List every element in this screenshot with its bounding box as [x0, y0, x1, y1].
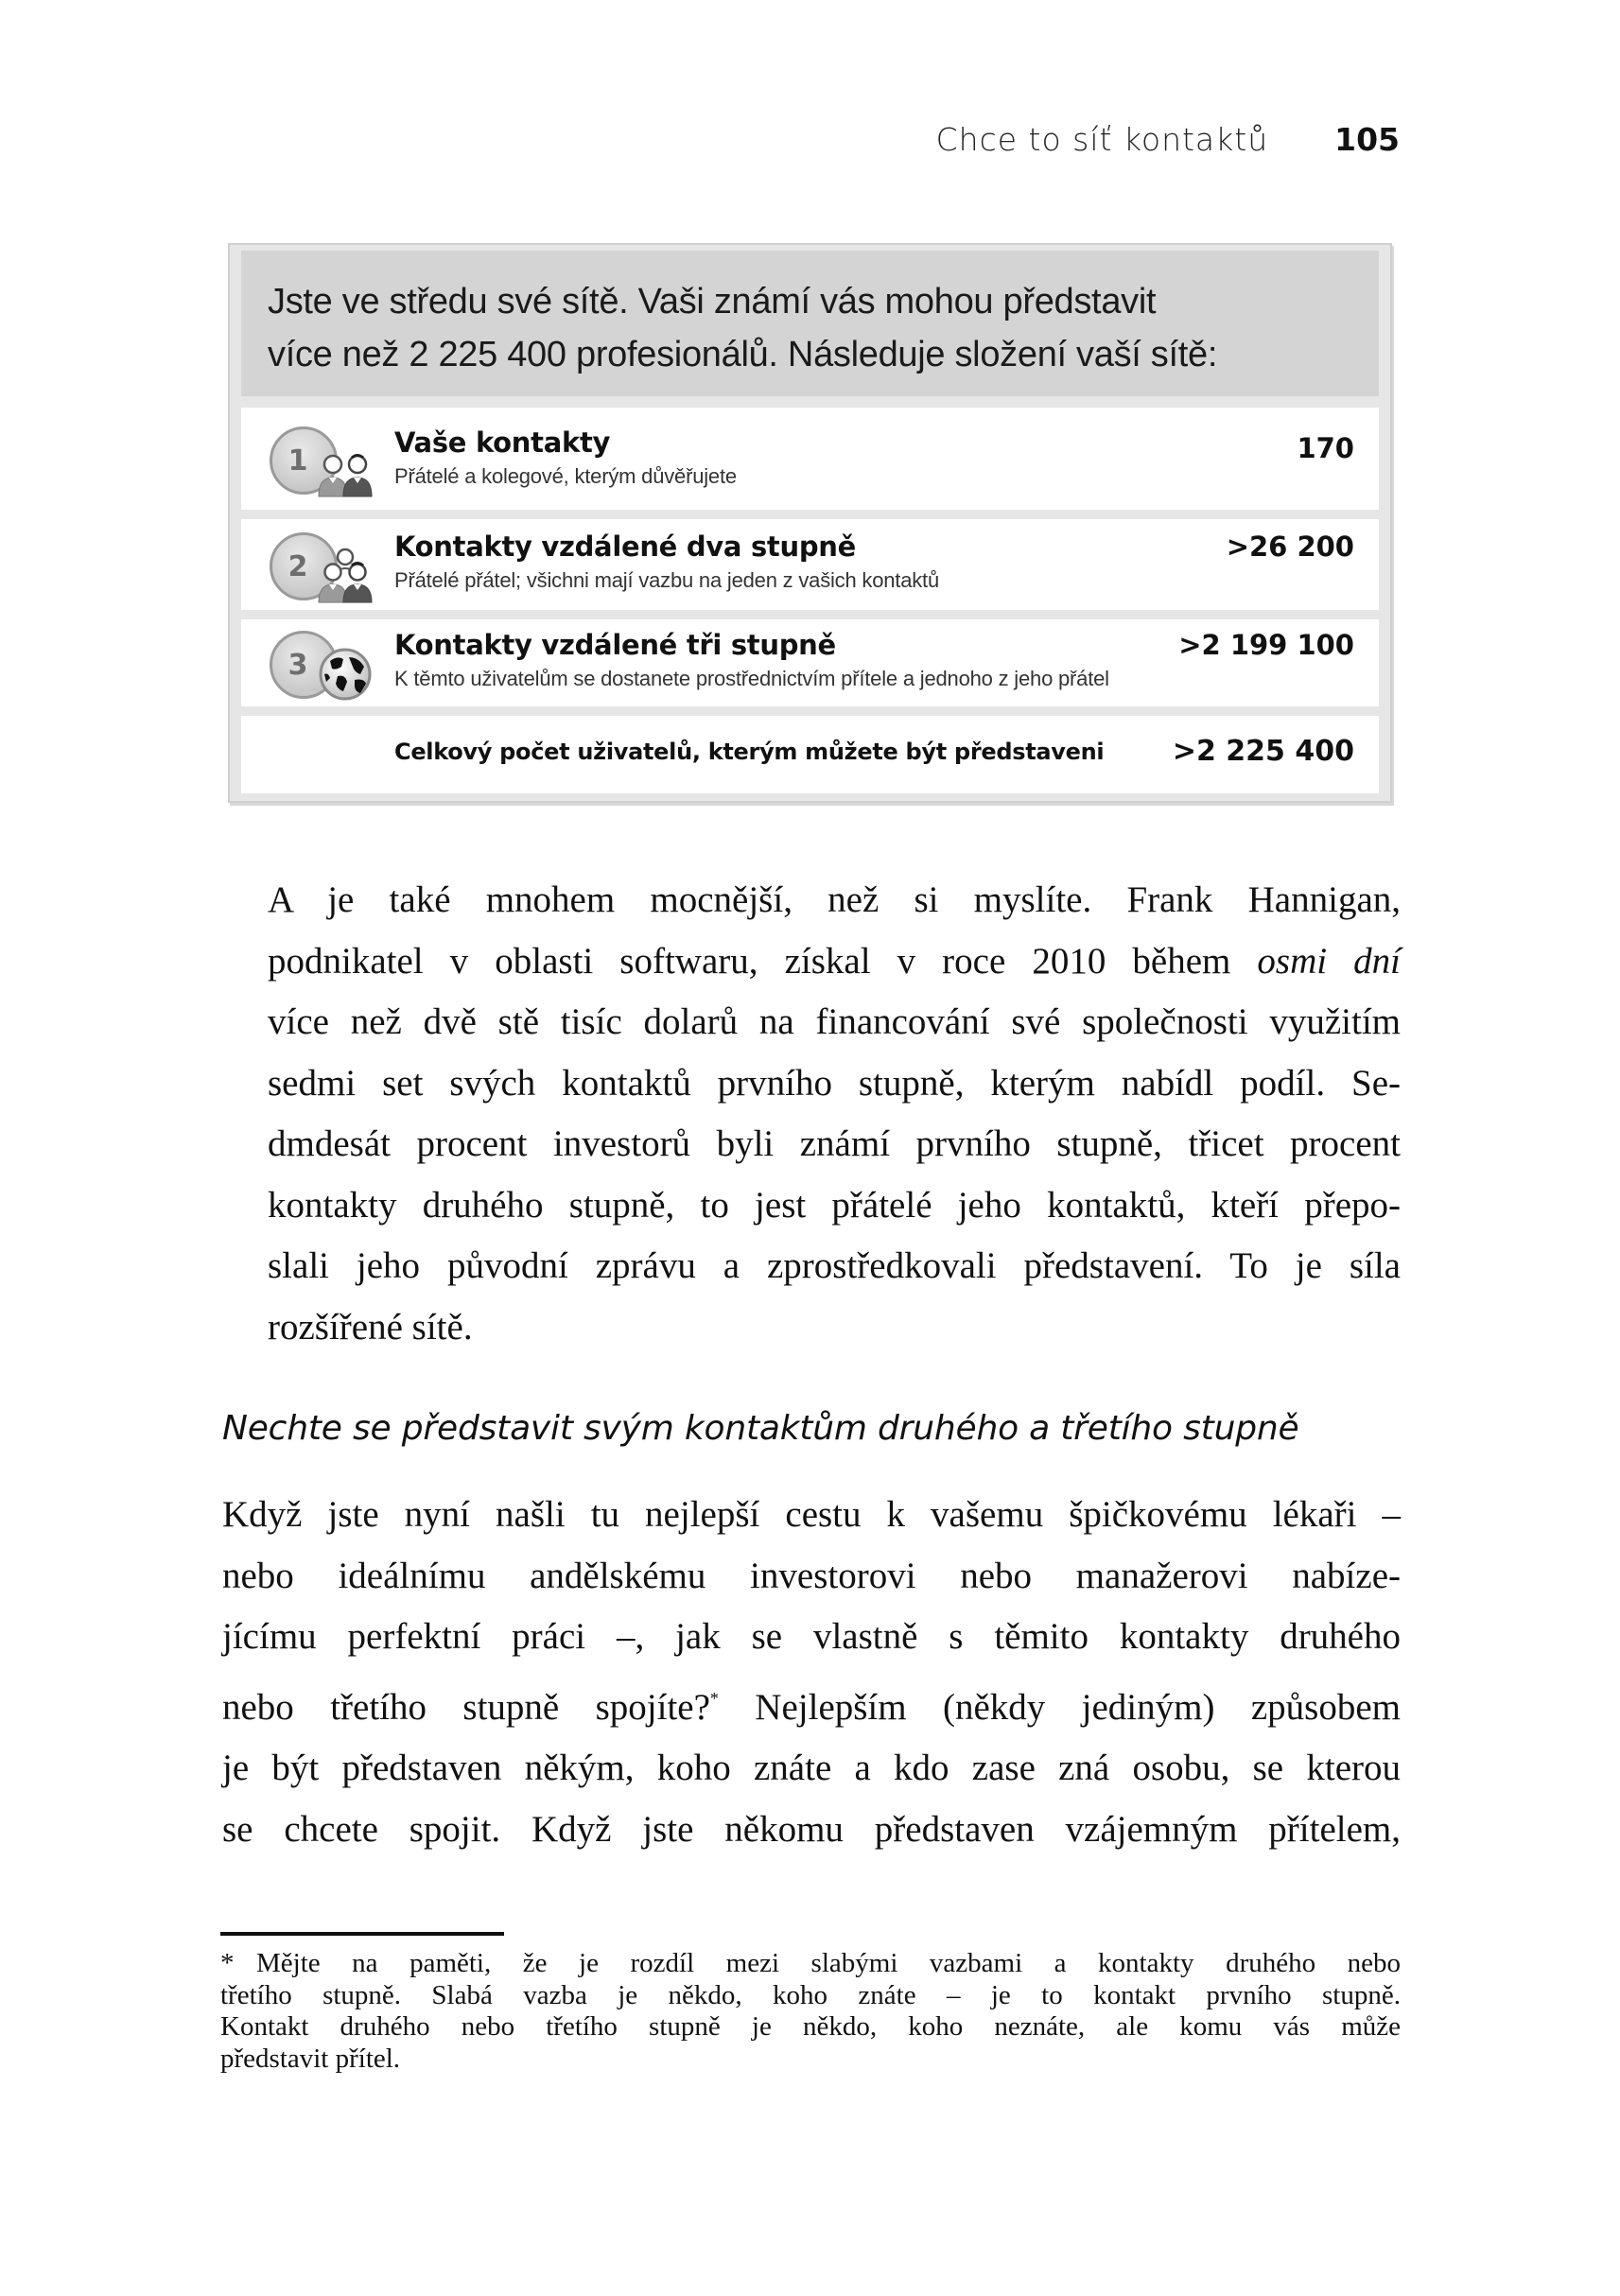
globe-icon — [317, 646, 374, 703]
total-label: Celkový počet uživatelů, kterým můžete být představeni — [394, 739, 1105, 765]
text-line — [222, 931, 1401, 993]
text-line: kontakty druhého stupně, to jest přátelé jeho kontaktů, kteří přepo- — [268, 1184, 1401, 1226]
text-line: se chcete spojit. Když jste někomu představen vzájemným přítelem, — [222, 1808, 1401, 1850]
total-value: >2 225 400 — [1172, 735, 1354, 768]
intro-line: Jste ve středu své sítě. Vaši známí vás mohou představit — [268, 282, 1157, 322]
text-line: je být představen někým, koho znáte a kdo zase zná osobu, se kterou — [222, 1748, 1401, 1788]
three-people-icon — [317, 548, 374, 604]
text-line — [222, 1668, 1401, 1739]
network-row-second-degree — [241, 519, 1379, 610]
text-line: slali jeho původní zprávu a zprostředkovali představení. To je síla — [268, 1245, 1401, 1286]
row-title: Kontakty vzdálené tři stupně — [394, 629, 836, 661]
footnote-line — [220, 1948, 1401, 1980]
text-line: více než dvě stě tisíc dolarů na financování své společnosti využitím — [268, 1001, 1401, 1042]
section-heading: Nechte se představit svým kontaktům druhého a třetího stupně — [222, 1409, 1299, 1448]
footnote-reference[interactable]: * — [709, 1688, 719, 1708]
network-row-first-degree — [241, 408, 1379, 510]
network-row-total — [241, 716, 1379, 793]
emphasis-text: osmi dní — [1257, 940, 1401, 982]
intro-line: více než 2 225 400 profesionálů. Následuje složení vaší sítě: — [268, 335, 1218, 374]
network-box-intro — [268, 275, 1217, 381]
row-subtitle: K těmto uživatelům se dostanete prostřednictvím přítele a jednoho z jeho přátel — [394, 667, 1109, 690]
degree-number: 3 — [287, 648, 308, 682]
body-paragraph — [222, 1485, 1401, 1860]
text-line: rozšířené sítě. — [268, 1306, 473, 1348]
row-subtitle: Přátelé a kolegové, kterým důvěřujete — [394, 464, 737, 488]
text-line: nebo ideálnímu andělskému investorovi nebo manažerovi nabíze- — [222, 1555, 1401, 1596]
row-value: >2 199 100 — [1178, 629, 1354, 661]
text-line: dmdesát procent investorů byli známí prvního stupně, třicet procent — [268, 1123, 1401, 1164]
text-line: A je také mnohem mocnější, než si myslíte. Frank Hannigan, — [268, 879, 1401, 920]
running-header — [936, 121, 1400, 158]
running-header-title: Chce to síť kontaktů — [935, 121, 1269, 158]
page-number: 105 — [1334, 121, 1400, 158]
row-value: 170 — [1297, 432, 1354, 464]
network-row-third-degree — [241, 619, 1379, 706]
footnote-line: představit přítel. — [220, 2043, 401, 2074]
text-line: Když jste nyní našli tu nejlepší cestu k vašemu špičkovému lékaři – — [222, 1494, 1401, 1535]
network-box-header — [241, 251, 1379, 396]
row-title: Kontakty vzdálené dva stupně — [394, 531, 857, 563]
footnote-line: Kontakt druhého nebo třetího stupně je někdo, koho neznáte, ale komu vás může — [220, 2011, 1401, 2042]
row-value: >26 200 — [1226, 531, 1354, 563]
footnote-line: třetího stupně. Slabá vazba je někdo, koho znáte – je to kontakt prvního stupně. — [220, 1979, 1401, 2010]
body-paragraph — [222, 870, 1401, 1358]
text-segment: podnikatel v oblasti softwaru, získal v roce 2010 během — [268, 940, 1258, 982]
text-segment: Mějte na paměti, že je rozdíl mezi slabými vazbami a kontakty druhého nebo — [256, 1948, 1401, 1978]
two-people-icon — [317, 444, 374, 500]
text-segment: Nejlepším (někdy jediným) způsobem — [718, 1686, 1401, 1728]
footnote-divider — [220, 1932, 504, 1936]
degree-number: 1 — [287, 444, 308, 478]
row-subtitle: Přátelé přátel; všichni mají vazbu na jeden z vašich kontaktů — [394, 568, 939, 592]
network-composition-box — [228, 243, 1392, 803]
text-line: sedmi set svých kontaktů prvního stupně, kterým nabídl podíl. Se- — [268, 1062, 1401, 1104]
text-line: jícímu perfektní práci –, jak se vlastně s těmito kontakty druhého — [222, 1616, 1401, 1657]
degree-number: 2 — [287, 549, 308, 583]
text-segment: nebo třetího stupně spojíte? — [222, 1686, 710, 1728]
footnote-mark: * — [220, 1948, 235, 1978]
footnote — [220, 1948, 1401, 2075]
row-title: Vaše kontakty — [394, 426, 611, 459]
